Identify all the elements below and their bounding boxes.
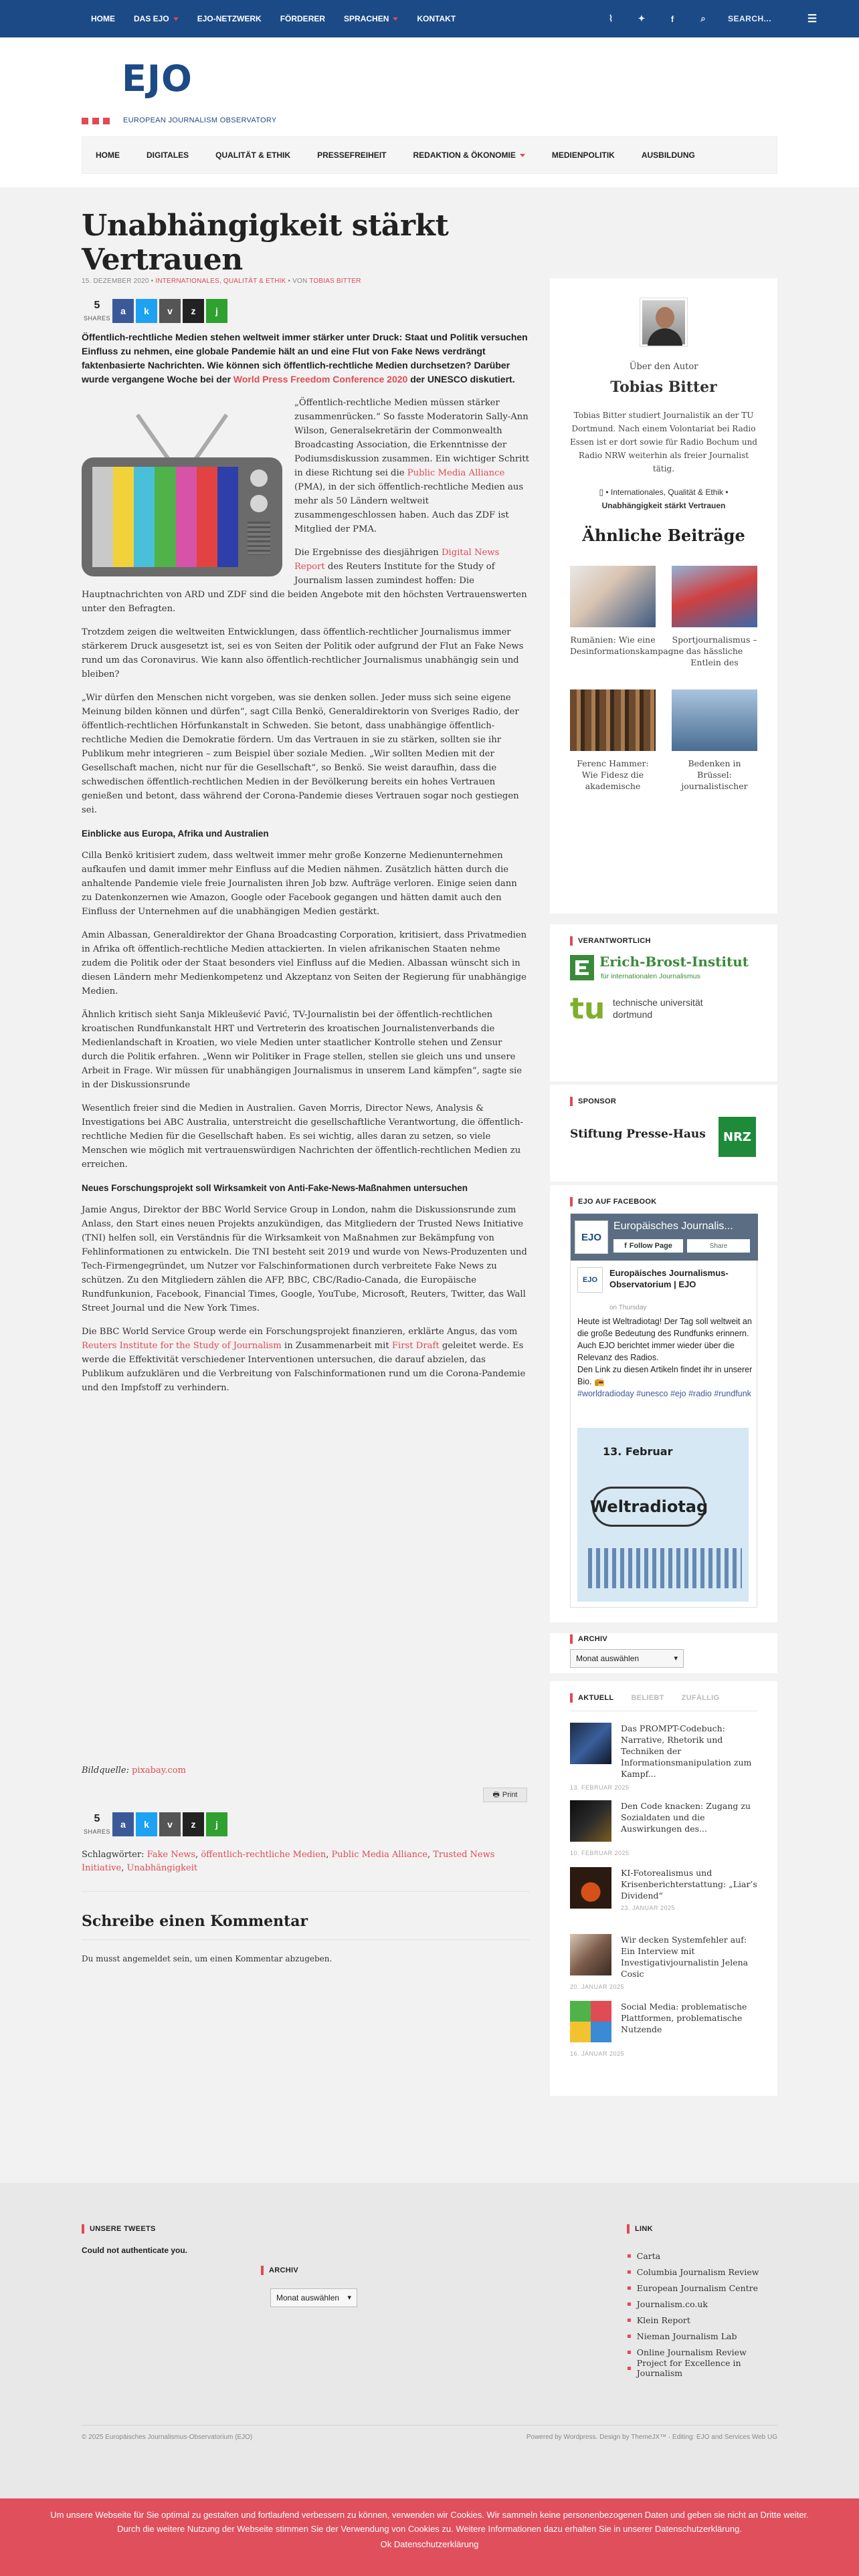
main-nav-redaktion-oekonomie[interactable] [399,150,538,160]
cookie-text: Um unsere Webseite für Sie optimal zu gestalten und fortlaufend verbessern zu können, verwenden wir Cookies. Wir sammeln keine personenbezogenen Daten und geben sie nicht an Dritte weiter. [50,2510,809,2520]
facebook-post-author[interactable]: Europäisches Journalismus-Observatorium | EJO [609,1268,729,1289]
author-bio: Tobias Bitter studiert Journalistik an der TU Dortmund. Nach einem Volontariat bei Radio Essen ist er dort sowie für Radio Bochum und Radio NRW weiterhin als freier Journalist tätig. [570,411,757,473]
fb-image-decoration [588,1548,742,1588]
paragraph: Amin Albassan, Generaldirektor der Ghana Broadcasting Corporation, kritisiert, dass Privatmedien in Afrika oft öffentlich-rechtliche Medien attackierten. In vielen afrikanischen Staaten nehme zudem die Politik oder der Staat besonders viel Einfluss auf die Medien. Albassan wünscht sich in diesen Ländern mehr Medienkompetenz und Akzeptanz von Seiten der Regierung für unabhängige Medien. [82,930,527,996]
main-nav-digitales[interactable]: DIGITALES [147,150,189,160]
pixabay-link[interactable]: pixabay.com [132,1765,186,1776]
main-nav-pressefreiheit[interactable]: PRESSEFREIHEIT [317,150,387,160]
fb-image-date: 13. Februar [603,1445,673,1458]
footer-links [627,2248,781,2376]
archive-widget [550,1633,777,1673]
article-image-tv [82,397,282,581]
share-twitter-button[interactable]: k [136,1812,157,1836]
divider [82,1939,530,1940]
widget-title-text: VERANTWORTLICH [578,937,651,945]
paragraph-text: des Reuters Institute for the Study of Journalism lassen zumindest hoffen: Die Hauptnachrichten von ARD und ZDF sind die beiden Angebote mit den höchsten Vertrauenswerten unter den Befragten. [82,562,527,614]
twitter-icon[interactable]: ✦ [638,13,646,23]
list-item[interactable] [570,1934,757,2008]
main-nav-qualitaet-ethik[interactable]: QUALITÄT & ETHIK [215,150,291,160]
post-date: 20. JANUAR 2025 [570,1983,625,1990]
top-nav-home-link[interactable]: HOME [91,14,115,23]
site-logo[interactable] [82,58,296,131]
main-nav-redaktion-link[interactable]: REDAKTION & ÖKONOMIE [413,150,516,160]
facebook-widget [550,1185,777,1622]
powered-by: Powered by Wordpress. Design by ThemeJX™ · Editing: EJO and Services Web UG [526,2434,777,2441]
footer-tweets-title [82,2224,156,2234]
related-item[interactable] [672,566,757,669]
subheading: Neues Forschungsprojekt soll Wirksamkeit von Anti-Fake-News-Maßnahmen untersuchen [82,1183,468,1193]
footer-title-text: LINK [635,2225,653,2233]
chevron-down-icon [393,17,398,21]
article-categories-link[interactable]: INTERNATIONALES, QUALITÄT & ETHIK [155,278,286,285]
tab-zufaellig[interactable]: ZUFÄLLIG [681,1694,720,1702]
share-bar-bottom [82,1811,229,1838]
footer-title-text: ARCHIV [269,2266,298,2274]
post-title[interactable]: Den Code knacken: Zugang zu Sozialdaten und die Auswirkungen des... [621,1801,751,1834]
author-article-link[interactable]: Unabhängigkeit stärkt Vertrauen [601,501,726,510]
post-thumb [570,1800,611,1842]
top-nav-ejo-netzwerk[interactable] [188,14,271,23]
paragraph: Trotzdem zeigen die weltweiten Entwicklungen, dass öffentlich-rechtlicher Journalismus immer stärkerem Druck ausgesetzt ist, sei es von Seiten der Politik oder aufgrund der Flut an Fake News rund um das Coronavirus. Wie kann also öffentlich-rechtlicher Journalismus unabhängig sein und bleiben? [82,627,524,679]
tv-knob [250,469,268,487]
top-nav-ejo-netzwerk-link[interactable]: EJO-NETZWERK [197,14,262,23]
footer-link[interactable]: ▪ Carta [627,2248,781,2264]
paragraph: Cilla Benkö kritisiert zudem, dass weltweit immer mehr große Konzerne Medienunternehmen aufkaufen und damit immer mehr Einfluss auf die Medien nähmen. Zusätzlich hätten durch die anhaltende Pandemie viele freie Journalisten ihren Job bzw. Aufträge verloren. Einige seien dann zu Datenkonzernen wie Amazon, Google oder Facebook gegangen und hätten damit auch den Einfluss der Unternehmen auf die unabhängigen Medien gestärkt. [82,851,517,917]
sponsor-name: Stiftung Presse-Haus [570,1128,706,1141]
author-name[interactable]: Tobias Bitter [610,379,717,396]
tab-beliebt[interactable]: BELIEBT [631,1694,664,1702]
share-page-button[interactable]: Share [687,1239,750,1253]
archive-select[interactable]: Monat auswählen ▾ [570,1649,684,1668]
fb-image-title: Weltradiotag [592,1487,706,1527]
widget-title [570,1634,607,1644]
list-item[interactable] [570,1867,757,1941]
facebook-hashtags[interactable]: #worldradioday #unesco #ejo #radio #rundfunk [577,1389,751,1398]
tv-speaker [248,522,270,555]
facebook-post-image[interactable] [577,1428,749,1602]
post-date: 23. JANUAR 2025 [621,1905,676,1911]
footer-links-title [627,2224,653,2234]
ebi-logo[interactable] [570,952,757,983]
posts-tabs [570,1693,719,1703]
footer-link[interactable]: ▪ European Journalism Centre [627,2280,781,2296]
post-thumb [570,1723,611,1764]
cookie-banner [0,2498,859,2576]
pma-link[interactable]: Public Media Alliance [407,468,505,478]
footer-link[interactable]: ▪ Klein Report [627,2312,781,2328]
related-item[interactable] [672,689,757,792]
related-item[interactable] [570,566,684,669]
top-nav-sprachen-link[interactable]: SPRACHEN [344,14,389,23]
share-email-button[interactable]: v [159,299,181,323]
about-author-label: Über den Autor [629,362,698,372]
top-nav-sprachen[interactable] [335,14,407,23]
tag-link[interactable]: Public Media Alliance [331,1850,427,1860]
footer-link[interactable]: ▪ Journalism.co.uk [627,2296,781,2312]
related-title: Ähnliche Beiträge [582,526,745,545]
facebook-page-name[interactable]: Europäisches Journalis... [613,1220,733,1232]
facebook-post-paragraph: Den Link zu diesen Artikeln findet ihr in unserer Bio. 📻 [577,1365,753,1386]
page-title: Unabhängigkeit stärkt Vertrauen [82,209,449,277]
share-count [82,1813,112,1836]
share-count-number: 5 [94,1812,100,1824]
tv-screen [92,467,238,567]
facebook-post-date[interactable]: on Thursday [609,1304,647,1311]
tu-name [613,996,703,1021]
top-nav-foerderer-link[interactable]: FÖRDERER [280,14,326,23]
comment-title: Schreibe einen Kommentar [82,1913,308,1930]
copyright: © 2025 Europäisches Journalismus-Observatorium (EJO) [82,2434,253,2441]
share-count-label: SHARES [83,1828,110,1835]
post-title[interactable]: Social Media: problematische Plattformen, problematische Nutzende [621,2002,747,2034]
wpfc-link[interactable]: World Press Freedom Conference 2020 [233,374,408,385]
tag-link[interactable]: Fake News [147,1850,196,1860]
share-whatsapp-button[interactable]: j [206,1812,227,1836]
share-xing-button[interactable]: z [183,299,204,323]
post-thumb [570,1867,611,1909]
main-nav-medienpolitik[interactable]: MEDIENPOLITIK [551,150,615,160]
menu-icon[interactable]: ☰ [807,13,818,25]
print-button[interactable] [483,1788,527,1802]
tv-knob [250,495,268,512]
facebook-icon: f [624,1242,627,1250]
paragraph-text: in Zusammenarbeit mit [281,1341,392,1351]
author-box [550,278,777,914]
site-header [0,37,859,187]
chevron-down-icon [520,154,525,157]
ebi-mark-icon [570,955,594,980]
widget-title [570,936,651,946]
article-body [82,330,530,1404]
logo-subtitle: EUROPEAN JOURNALISM OBSERVATORY [123,116,277,124]
related-caption: Rumänien: Wie eine Desinformationskampagne [570,635,684,656]
related-thumb [672,689,757,751]
cookie-ok-button[interactable]: Ok [380,2539,392,2549]
tab-aktuell[interactable] [570,1693,613,1703]
paragraph: „Wir dürfen den Menschen nicht vorgeben, was sie denken sollen. Jeder muss sich seine eigene Meinung bilden können und dürfen“, sagt Cilla Benkö, Generaldirektorin von Sveriges Radio, der öffentlich-rechtlichen Hörfunkanstalt in Schweden. Sie betont, dass unabhängige öffentlich-rechtliche Medien die Demokratie fördern. Um das Vertrauen in sie zu stärken, sollten sie ihr Publikum mehr integrieren – zum Beispiel über soziale Medien. „Wir sollten Medien mit der Gesellschaft machen, nicht nur für die Gesellschaft“, so Benkö. Sie weist daraufhin, dass die schwedischen öffentlich-rechtlichen Medien in der Bevölkerung bereits ein hohes Vertrauen genießen und betont, dass während der Corona-Pandemie dieses Vertrauen sogar noch gestiegen sei. [82,693,519,815]
tv-body [82,457,282,576]
facebook-post-paragraph: Heute ist Weltradiotag! Der Tag soll weltweit an die große Bedeutung des Rundfunks erinnern. Auch EJO berichtet immer wieder über die Relevanz des Radios. [577,1317,752,1362]
lead-text-end: der UNESCO diskutiert. [407,374,515,385]
folder-icon: ▯ [599,488,604,497]
logo-mark: EJO [122,58,193,100]
paragraph-text: geleitet werde. Es werde die Effektivität verschiedener Interventionen untersuchen, die darauf abzielen, das Publikum aufzuklären und die Verbreitung von Falschinformationen rund um die Corona-Pandemie und den Impfstoff zu verhindern. [82,1341,526,1393]
search-input[interactable]: SEARCH... [728,14,772,23]
footer-archive-select[interactable]: Monat auswählen ▾ [270,2288,357,2307]
list-item[interactable] [570,1800,757,1874]
facebook-post-text [577,1315,754,1400]
facebook-page-logo[interactable]: EJO [575,1220,608,1254]
nrz-badge: NRZ [719,1117,756,1157]
related-thumb [570,689,656,751]
article-meta: 15. DEZEMBER 2020 • INTERNATIONALES, QUALITÄT & ETHIK • VON TOBIAS BITTER [82,278,361,285]
top-bar [0,0,859,37]
paragraph-text: Die Ergebnisse des diesjährigen [294,548,442,558]
sponsor-logo[interactable] [570,1117,757,1157]
share-facebook-button[interactable]: a [112,299,134,323]
login-note-text: Du musst [82,1954,123,1963]
article-author-link[interactable]: TOBIAS BITTER [309,278,361,285]
widget-title-text: ARCHIV [578,1635,607,1643]
image-credit [82,1765,186,1776]
list-item[interactable] [570,1723,757,1796]
tag-link[interactable]: Unabhängigkeit [126,1863,198,1873]
share-facebook-button[interactable]: a [112,1812,134,1836]
login-link[interactable]: angemeldet [122,1954,171,1963]
image-credit-label: Bildquelle: [82,1765,132,1776]
top-nav-das-ejo-link[interactable]: DAS EJO [134,14,169,23]
sponsor-widget [550,1085,777,1182]
footer-link[interactable]: ▪ Nieman Journalism Lab [627,2328,781,2344]
follow-page-label: Follow Page [629,1242,672,1250]
paragraph-text: Die BBC World Service Group werde ein Forschungsprojekt finanzieren, erklärte Angus, das vom [82,1327,518,1337]
divider [82,1891,530,1892]
related-caption: Ferenc Hammer: Wie Fidesz die akademische [577,758,649,791]
facebook-embed [570,1213,757,1608]
rss-icon[interactable]: ⌇ [608,13,613,23]
tu-mark: tu [570,992,605,1026]
chevron-down-icon [173,17,179,21]
related-item[interactable] [570,689,656,792]
top-nav-foerderer[interactable] [271,14,335,23]
top-nav-das-ejo[interactable] [124,14,188,23]
post-date: 10. FEBRUAR 2025 [570,1850,630,1856]
share-count [82,300,112,323]
paragraph-text: (PMA), in der sich öffentlich-rechtliche Medien aus mehr als 50 Ländern weltweit zusammengeschlossen haben. Auch das ZDF ist Mitglied der PMA. [294,482,524,534]
post-thumb [570,1934,611,1975]
login-note [82,1954,332,1963]
related-caption: Sportjournalismus – das hässliche Entlein des [672,635,757,667]
ebi-name: Erich-Brost-Institut [599,954,749,970]
footer-link[interactable]: ▪ Columbia Journalism Review [627,2264,781,2280]
avatar[interactable] [640,298,687,346]
ebi-subtitle: für internationalen Journalismus [601,972,700,980]
privacy-policy-link[interactable]: Datenschutzerklärung [393,2539,479,2549]
dnr-link[interactable]: Digital News Report [294,548,500,572]
paragraph [82,1325,530,1395]
logo-square [82,118,88,124]
top-right-tools [595,0,826,37]
share-bar-top [82,298,229,324]
author-categories-text[interactable]: • Internationales, Qualität & Ethik • [605,488,729,497]
cookie-actions [0,2537,859,2551]
posts-tabs-widget [550,1681,777,2096]
subheading: Einblicke aus Europa, Afrika und Australien [82,829,269,839]
divider [82,2425,777,2426]
footer-link[interactable]: ▪ Online Journalism Review [627,2344,781,2360]
post-title[interactable]: Wir decken Systemfehler auf: Ein Interview mit Investigativjournalistin Jelena Cosic [621,1935,749,1979]
cookie-text: Durch die weitere Nutzung der Webseite stimmen Sie der Verwendung von Cookies zu. Weitere Informationen dazu erhalten Sie in unserer Datenschutzerklärung. [117,2524,742,2534]
facebook-icon[interactable]: f [670,13,674,24]
footer-archive-title [261,2266,298,2275]
tab-aktuell-label: AKTUELL [578,1694,614,1702]
post-thumb [570,2001,611,2042]
tweets-error: Could not authenticate you. [82,2246,187,2255]
reuters-link[interactable]: Reuters Institute for the Study of Journalism [82,1341,282,1351]
widget-title-text: EJO AUF FACEBOOK [578,1198,657,1206]
main-nav [82,136,777,174]
print-icon: 🖶 [492,1790,500,1799]
widget-title-text: SPONSOR [578,1097,617,1105]
top-nav-kontakt[interactable] [407,14,465,23]
share-email-button[interactable]: v [159,1812,181,1836]
share-xing-button[interactable]: z [183,1812,204,1836]
share-count-label: SHARES [83,314,110,322]
widget-title [570,1097,616,1106]
tag-link[interactable]: Trusted News Initiative [82,1850,495,1873]
tu-dortmund-logo[interactable] [570,991,757,1029]
site-footer [0,2183,859,2537]
post-title[interactable]: Das PROMPT-Codebuch: Narrative, Rhetorik und Techniken der Informationsmanipulation zum Kampf... [621,1723,752,1779]
widget-title [570,1197,656,1206]
facebook-header [571,1214,758,1261]
main-nav-home[interactable]: HOME [96,150,120,160]
follow-page-button[interactable] [613,1239,683,1253]
related-thumb [570,566,656,627]
print-label: Print [502,1791,518,1799]
article-lead [82,330,530,387]
post-date: 16. JANUAR 2025 [570,2050,625,2057]
search-icon[interactable]: ⌕ [700,13,706,23]
article-date: 15. DEZEMBER 2020 [82,278,149,285]
share-count-number: 5 [94,299,100,311]
tag-link[interactable]: öffentlich-rechtliche Medien [201,1850,326,1860]
author-categories [570,486,757,512]
login-note-text: sein, um einen Kommentar abzugeben. [170,1954,332,1963]
related-caption: Bedenken in Brüssel: journalistischer [681,758,748,791]
article-tags: Schlagwörter: Fake News, öffentlich-rechtliche Medien, Public Media Alliance, Trusted News Initiative, Unabhängigkeit [82,1850,495,1873]
tu-name-line: dortmund [613,1009,653,1020]
share-twitter-button[interactable]: k [136,299,157,323]
top-nav [82,0,465,37]
top-nav-home[interactable] [82,14,124,23]
post-date: 13. FEBRUAR 2025 [570,1784,630,1791]
logo-square [103,118,110,124]
paragraph: Ähnlich kritisch sieht Sanja Mikleušević Pavić, TV-Journalistin bei der öffentlich-rechtlichen kroatischen Rundfunkanstalt HRT und Vertreterin des kroatischen Journalistenverbands die Medienlandschaft in Kroatien, wo viele Medien unter staatlicher Kontrolle stehen und Zensur durch die Politik erfahren. „Wenn wir Politiker in Frage stellen, stellen sie gleich uns und unsere Arbeit in Frage. Wir müssen für unabhängigen Journalismus in unserem Land kämpfen“, sagte sie in der Diskussionsrunde [82,1010,522,1090]
footer-title-text: UNSERE TWEETS [90,2225,156,2233]
tu-name-line: technische universität [613,997,703,1008]
post-title[interactable]: KI-Fotorealismus und Krisenberichterstattung: „Liar’s Dividend“ [621,1868,757,1901]
footer-link[interactable]: ▪ Project for Excellence in Journalism [627,2360,781,2376]
paragraph: Jamie Angus, Direktor der BBC World Service Group in London, nahm die Diskussionsrunde zum Anlass, den Start eines neuen Projekts anzukündigen, das Mitgliedern der Trusted News Initiative (TNI) helfen soll, ein Verständnis für die Wirksamkeit von Maßnahmen zur Bekämpfung von Fehlinformationen zu entwickeln. Die TNI besteht seit 2019 und wurde von News-Produzenten und Tech-Firmengegründet, um Nutzer vor Falschinformationen durch verbreitete Fake News zu schützen. Zu den Mitgliedern zählen die AFP, BBC, CBC/Radio-Canada, die Europäische Rundfunkunion, Facebook, Financial Times, Google, YouTube, Microsoft, Reuters, Twitter, das Wall Street Journal und die New York Times. [82,1205,527,1313]
responsible-widget [550,924,777,1081]
paragraph: Wesentlich freier sind die Medien in Australien. Gaven Morris, Director News, Analysis & Investigations bei ABC Australia, unterstreicht die gesellschaftliche Verantwortung, die öffentlich-rechtliche Medien für die Gesellschaft haben. Es sei wichtig, alles daran zu setzen, so viele Menschen wie möglich mit vertrauenswürdigen Nachrichten der öffentlich-rechtlichen Medien zu erreichen. [82,1103,523,1170]
list-item[interactable] [570,2001,757,2074]
author-prefix: VON [292,278,308,285]
logo-square [92,118,99,124]
main-nav-ausbildung[interactable]: AUSBILDUNG [641,150,695,160]
first-draft-link[interactable]: First Draft [391,1341,440,1351]
related-thumb [672,566,757,627]
paragraph-text: „Öffentlich-rechtliche Medien müssen stärker zusammenrücken.“ So fasste Moderatorin Sally-Ann Wilson, Generalsekretärin der Commonwealth Broadcasting Association, die Erkenntnisse der Podiumsdiskussion zusammen. Ein wichtiger Schritt in diese Richtung sei die [294,398,529,478]
top-nav-kontakt-link[interactable]: KONTAKT [417,14,456,23]
facebook-post-avatar[interactable]: EJO [577,1267,603,1293]
share-whatsapp-button[interactable]: j [206,299,227,323]
lead-text: Öffentlich-rechtliche Medien stehen weltweit immer stärker unter Druck: Staat und Politik versuchen Einfluss zu nehmen, eine globale Pandemie hält an und eine Flut von Fake News verdrängt faktenbasierte Nachrichten. Wie können sich öffentlich-rechtliche Medien durchsetzen? Darüber wurde vergangene Woche bei der [82,332,528,385]
tags-label: Schlagwörter: [82,1850,145,1860]
